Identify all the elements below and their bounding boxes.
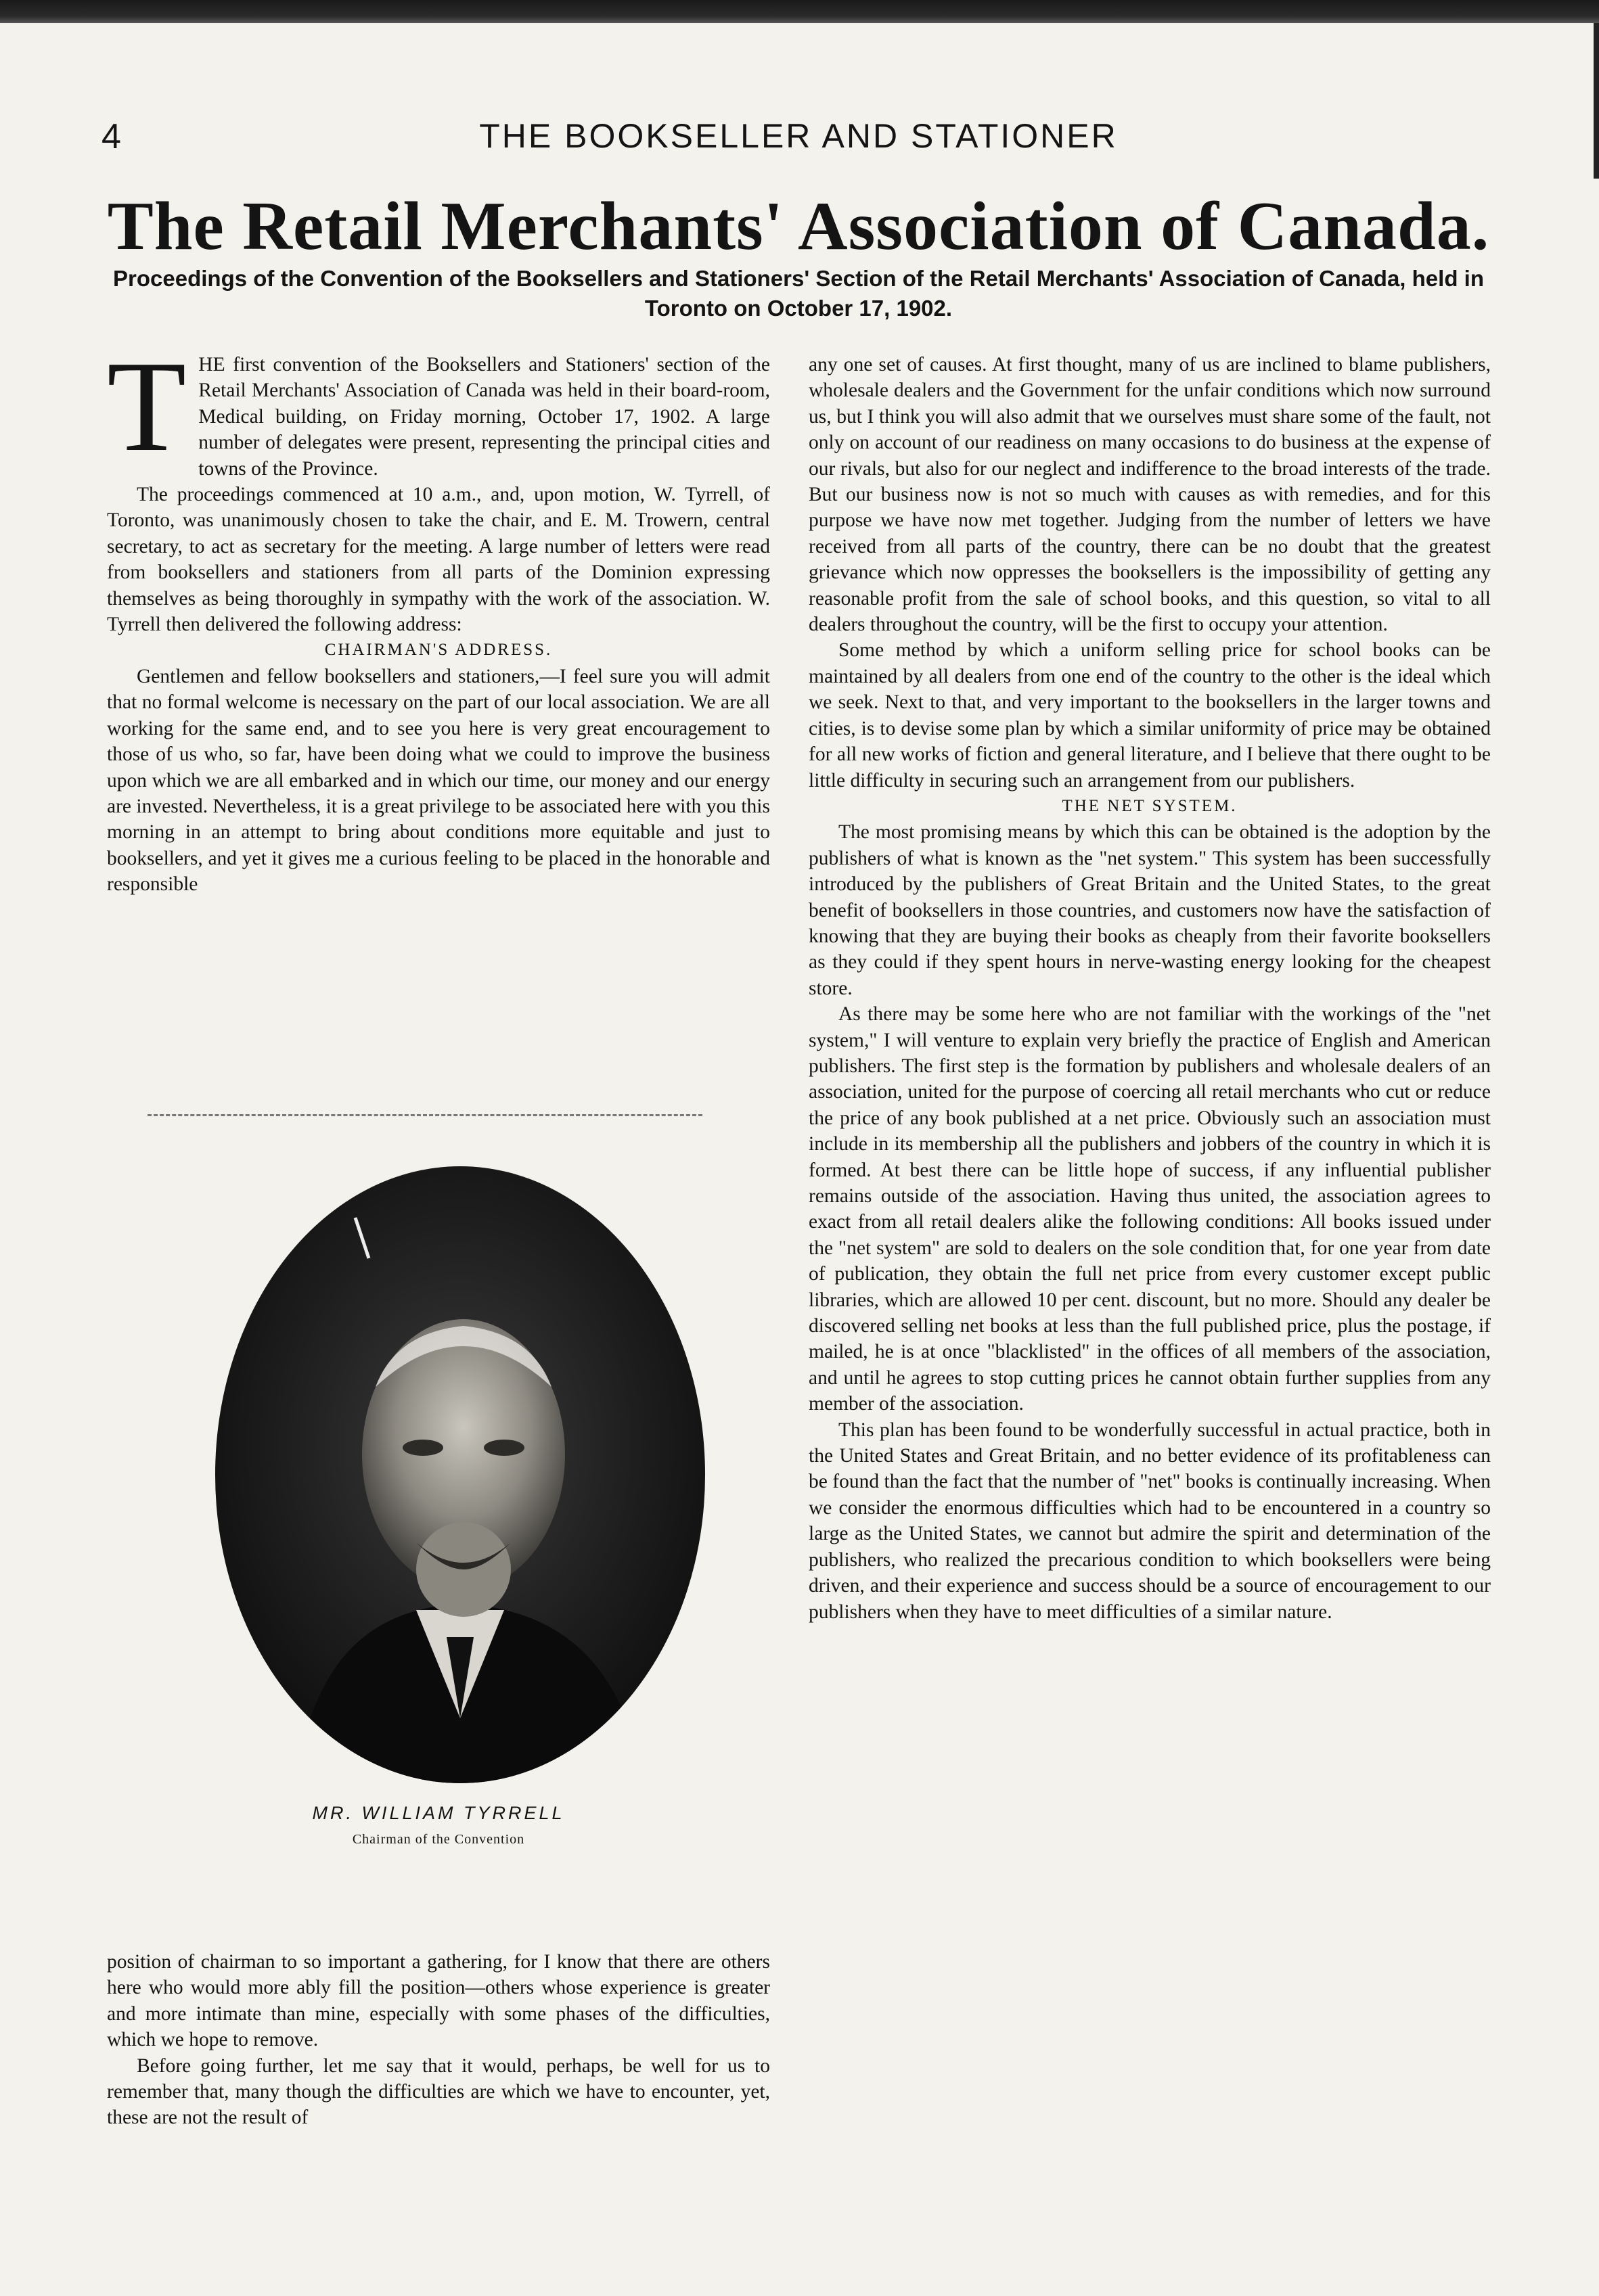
paragraph: As there may be some here who are not familiar with the workings of the "net system," I will venture to explain very briefly the practice of English and American publishers. The first step is the formation by publishers and wholesale dealers of an association, united for the purpose of coercing all retail merchants who cut or reduce the price of any book published at a net price. Obviously such an association must include in its membership all the publishers and jobbers of the country in which it is formed. At best there can be little hope of success, if any influential publisher remains outside of the association. Having thus united, the association agrees to exact from all retail dealers alike the following conditions: All books issued under the "net system" are sold to dealers on the sole condition that, for one year from date of publication, they obtain the full net price from every customer except public libraries, which are allowed 10 per cent. discount, but no more. Should any dealer be discovered selling net books at less than the full published price, plus the postage, if mailed, he is at once "blacklisted" in the offices of all members of the association, and until he agrees to stop cutting prices he cannot obtain further supplies from any member of the association. <box>809 1003 1491 1415</box>
divider-rule <box>148 1114 702 1116</box>
paragraph: any one set of causes. At first thought, many of us are inclined to blame publishers, wholesale dealers and the Government for the unfair conditions which now surround us, but I think you will also admit that we ourselves must share some of the fault, not only on account of our readiness on many occasions to do business at the expense of our rivals, but also for our neglect and indifference to the broad interests of the trade. But our business now is not so much with causes as with remedies, and for this purpose we have now met together. Judging from the number of letters we have received from all parts of the country, there can be no doubt that the greatest grievance which now oppresses the booksellers is the impossibility of getting any reasonable profit from the sale of school books, and this question, so vital to all dealers throughout the country, will be the first to occupy your attention. <box>809 354 1491 636</box>
left-column-bottom <box>107 1949 770 2131</box>
page-header <box>102 116 1495 170</box>
portrait-caption-role: Chairman of the Convention <box>352 1832 525 1847</box>
paragraph: Some method by which a uniform selling price for school books can be maintained by all dealers from one end of the country to the other is the ideal which we seek. Next to that, and very important to the booksellers in the larger towns and cities, is to devise some plan by which a similar uniformity of price may be obtained for all new works of fiction and general literature, and I believe that there ought to be little difficulty in securing such an arrangement from our publishers. <box>809 639 1491 791</box>
scan-right-edge <box>1594 23 1599 179</box>
drop-cap: T <box>107 334 187 478</box>
portrait-photo <box>213 1164 707 1786</box>
paragraph: The most promising means by which this can be obtained is the adoption by the publishers of what is known as the "net system." This system has been successfully introduced by the publishers of Great Britain and the United States, to the great benefit of booksellers in those countries, and customers now have the satisfaction of knowing that they are buying their books as cheaply from their favorite booksellers as they could if they spent hours in nerve-wasting energy looking for the cheapest store. <box>809 821 1491 999</box>
page-number: 4 <box>102 117 121 156</box>
paragraph: The proceedings commenced at 10 a.m., and, upon motion, W. Tyrrell, of Toronto, was unanimously chosen to take the chair, and E. M. Trowern, central secretary, to act as secretary for the meeting. A large number of letters were read from booksellers and stationers from all parts of the Dominion expressing themselves as being thoroughly in sympathy with the work of the association. W. Tyrrell then delivered the following address: <box>107 484 770 636</box>
section-heading: THE NET SYSTEM. <box>1062 796 1238 815</box>
article-title: The Retail Merchants' Association of Canada. <box>107 188 1490 265</box>
article-subtitle: Proceedings of the Convention of the Booksellers and Stationers' Section of the Retail Merchants' Association of Canada, held in Toronto on October 17, 1902. <box>113 266 1484 321</box>
paragraph: Gentlemen and fellow booksellers and stationers,—I feel sure you will admit that no formal welcome is necessary on the part of our local association. We are all working for the same end, and to see you here is very great encouragement to those of us who, so far, have been doing what we could to improve the business upon which we are all embarked and in which our time, our money and our energy are invested. Nevertheless, it is a great privilege to be associated here with you this morning in an attempt to bring about conditions more equitable and just to booksellers, and yet it gives me a curious feeling to be placed in the honorable and responsible <box>107 665 770 896</box>
right-column <box>809 352 1491 1625</box>
paragraph: position of chairman to so important a gathering, for I know that there are others here who would more ably fill the position—others whose experience is greater and more intimate than mine, especially with some phases of the difficulties, which we hope to remove. <box>107 1951 770 2051</box>
running-head: THE BOOKSELLER AND STATIONER <box>479 117 1118 155</box>
paragraph: Before going further, let me say that it would, perhaps, be well for us to remember that, many though the difficulties are which we have to encounter, yet, these are not the result of <box>107 2054 770 2129</box>
portrait-caption-name: MR. WILLIAM TYRRELL <box>312 1803 565 1823</box>
opening-paragraph: THE first convention of the Booksellers and Stationers' section of the Retail Merchants' Association of Canada was held in their board-room, Medical building, on Friday morning, October 17, 1902. A large number of delegates were present, representing the principal cities and towns of the Province. <box>107 334 770 480</box>
left-column-top <box>107 334 770 898</box>
scan-top-border <box>0 0 1599 23</box>
section-heading: CHAIRMAN'S ADDRESS. <box>324 641 553 660</box>
paragraph: This plan has been found to be wonderfully successful in actual practice, both in the United States and Great Britain, and no better evidence of its profitableness can be found than the fact that the number of "net" books is continually increasing. When we consider the enormous difficulties which had to be encountered in a country so large as the United States, we cannot but admire the spirit and determination of the publishers, who realized the precarious condition to which booksellers were being driven, and their experience and success should be a source of encouragement to our publishers when they have to meet difficulties of a similar nature. <box>809 1419 1491 1623</box>
